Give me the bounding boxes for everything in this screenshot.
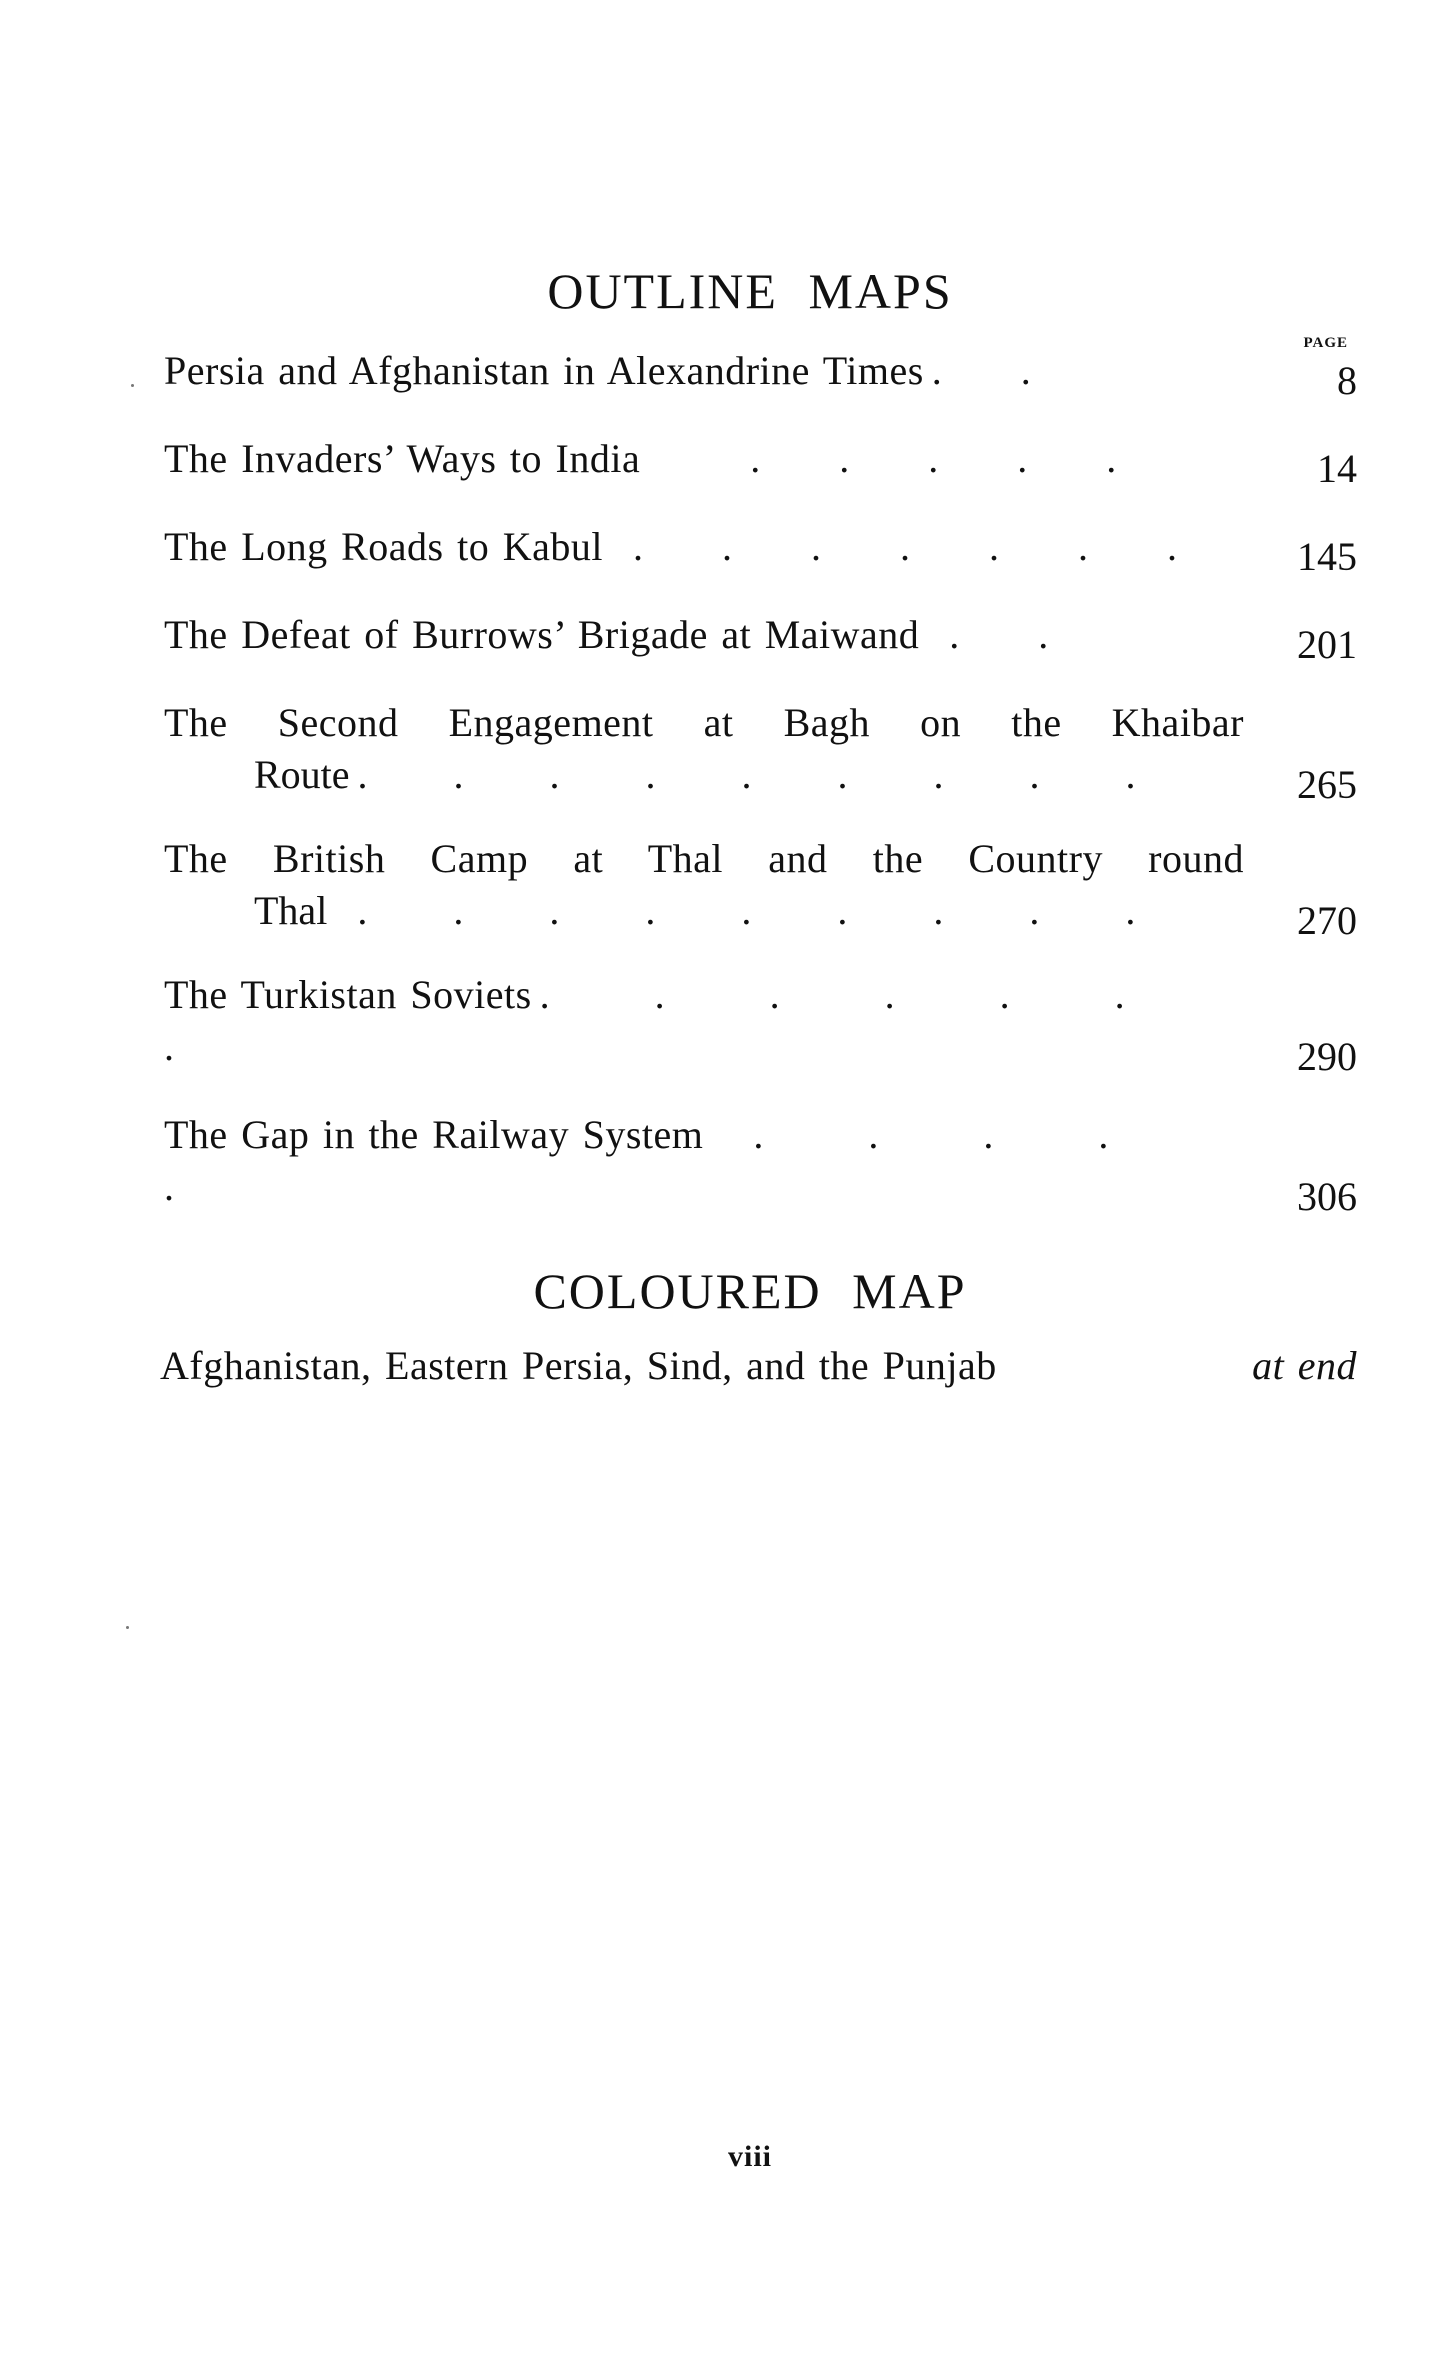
outline-maps-list: [164, 345, 1357, 1249]
list-item: [164, 521, 1357, 579]
print-speck: [126, 1626, 129, 1629]
entry-title: The British Camp at Thal and the Country round: [164, 836, 1244, 881]
list-item: [164, 1109, 1357, 1219]
dot-leader: . .: [931, 348, 1064, 393]
list-item: [164, 697, 1357, 807]
entry-title: The Gap in the Railway System: [164, 1112, 704, 1157]
page-folio: viii: [727, 2140, 772, 2173]
entry-title: The Long Roads to Kabul: [164, 524, 603, 569]
dot-leader: . . . . .: [164, 1112, 1155, 1209]
entry-page-number: 201: [1297, 622, 1357, 667]
list-item: [164, 609, 1357, 667]
entry-page-number: 270: [1297, 898, 1357, 943]
list-item: [164, 345, 1357, 403]
entry-title: The Turkistan Soviets: [164, 972, 532, 1017]
entry-title: Persia and Afghanistan in Alexandrine Times: [164, 348, 924, 393]
list-item: [164, 969, 1357, 1079]
entry-title-continued: Thal: [254, 888, 328, 933]
entry-title: The Second Engagement at Bagh on the Khaibar: [164, 700, 1244, 745]
entry-title: Afghanistan, Eastern Persia, Sind, and the Punjab: [160, 1343, 997, 1388]
dot-leader: . .: [949, 612, 1082, 657]
entry-page-number: 8: [1337, 358, 1357, 403]
page-column-label: PAGE: [1303, 335, 1348, 351]
entry-page-number: 290: [1297, 1034, 1357, 1079]
list-item: [164, 433, 1357, 491]
entry-page-number: 265: [1297, 762, 1357, 807]
coloured-map-entry: [160, 1340, 1357, 1392]
dot-leader: . . . . . . .: [164, 972, 1171, 1069]
dot-leader: . . . . . . . . .: [357, 752, 1174, 797]
outline-maps-heading: OUTLINE MAPS: [547, 263, 953, 319]
entry-page-number: 306: [1297, 1174, 1357, 1219]
dot-leader: . . . . . . . . .: [357, 888, 1174, 933]
entry-location: at end: [1252, 1343, 1357, 1388]
entry-title: The Defeat of Burrows’ Brigade at Maiwand: [164, 612, 920, 657]
entry-page-number: 145: [1297, 534, 1357, 579]
dot-leader: . . . . .: [750, 436, 1150, 481]
entry-title-continued: Route: [254, 752, 350, 797]
entry-page-number: 14: [1317, 446, 1357, 491]
entry-title: The Invaders’ Ways to India: [164, 436, 641, 481]
print-speck: [131, 384, 134, 387]
coloured-map-heading: COLOURED MAP: [533, 1263, 967, 1319]
dot-leader: . . . . . . .: [633, 524, 1210, 569]
list-item: [164, 833, 1357, 943]
